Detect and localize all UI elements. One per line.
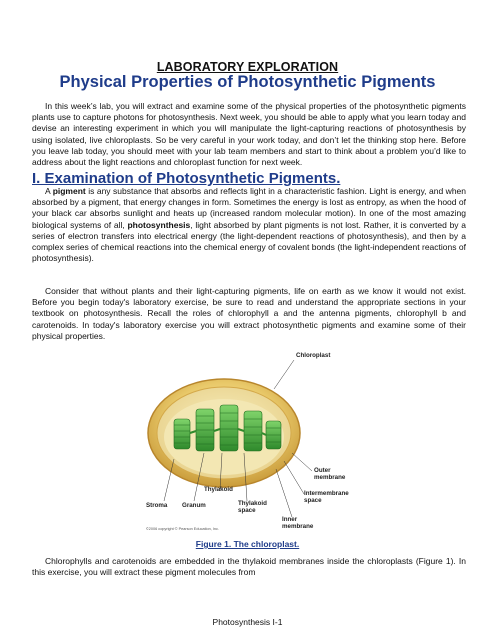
- label-intermembrane-space: Intermembrane space: [304, 490, 349, 504]
- lab-kicker: LABORATORY EXPLORATION: [156, 60, 339, 74]
- text-run: , light absorbed by plant pigments is not lost. Rather, it is converted by a series of electron transfers into electrical energy (the light-dependent reactions of photosynthesis), and then by a complex series of chemical reactions into the chemical energy of covalent bonds (the light-independent reactions of photosynthesis).: [32, 219, 467, 264]
- figure-caption: Figure 1. The chloroplast.: [195, 539, 300, 549]
- label-outer-membrane: Outer membrane: [314, 467, 346, 481]
- label-granum: Granum: [182, 502, 206, 509]
- text-run: A: [45, 186, 53, 196]
- label-thylakoid: Thylakoid: [204, 486, 233, 493]
- label-inner-membrane: Inner membrane: [282, 516, 314, 530]
- label-stroma: Stroma: [146, 502, 168, 509]
- term-photosynthesis: photosynthesis: [127, 219, 191, 230]
- label-chloroplast: Chloroplast: [296, 352, 331, 359]
- section-heading: I. Examination of Photosynthetic Pigments.: [32, 170, 341, 187]
- label-thylakoid-space: Thylakoid space: [238, 500, 267, 514]
- chloroplast-figure: [144, 349, 354, 537]
- text-run: is any substance that absorbs and reflects light in a characteristic fashion. Light is energy, and when absorbed by a pigment, that energy changes in form. Sometimes the energy is lost as entropy, as when the hood of your black car absorbs sunlight and heats up (increased random molecular motion). In one of the most amazing biological systems of all,: [32, 186, 467, 230]
- after-figure-paragraph: Chlorophylls and carotenoids are embedded in the thylakoid membranes inside the chloroplasts (Figure 1). In this exercise, you will extract these pigment molecules from: [32, 556, 466, 578]
- context-paragraph: Consider that without plants and their light-capturing pigments, life on earth as we know it would not exist. Before you begin today's laboratory exercise, be sure to read and understand the appropriate sections in your textbook on photosynthesis. Recall the roles of chlorophyll a and the antenna pigments, chlorophyll b and carotenoids. In today's laboratory exercise you will extract photosynthetic pigments and examine some of their physical properties.: [32, 286, 466, 341]
- page-footer: Photosynthesis I-1: [212, 617, 283, 627]
- figure-copyright: ©2006 copyright © Pearson Education, Inc.: [146, 527, 219, 531]
- page-title: Physical Properties of Photosynthetic Pigments: [59, 73, 436, 91]
- term-pigment: pigment: [52, 186, 86, 196]
- pigment-paragraph: [32, 186, 466, 264]
- intro-paragraph: In this week’s lab, you will extract and examine some of the physical properties of the photosynthetic pigments plants use to capture photons for photosynthesis. Next week, you should be able to apply what you learn today and devise an interesting experiment in which you will manipulate the light-capturing reactions of photosynthesis by using isolated, live chloroplasts. So be very careful in your work today, and don’t let the thinking stop here. Before you leave lab today, you should meet with your lab team members and start to think about a problem you’d like to address about the light reactions and chloroplast function for next week.: [32, 101, 466, 168]
